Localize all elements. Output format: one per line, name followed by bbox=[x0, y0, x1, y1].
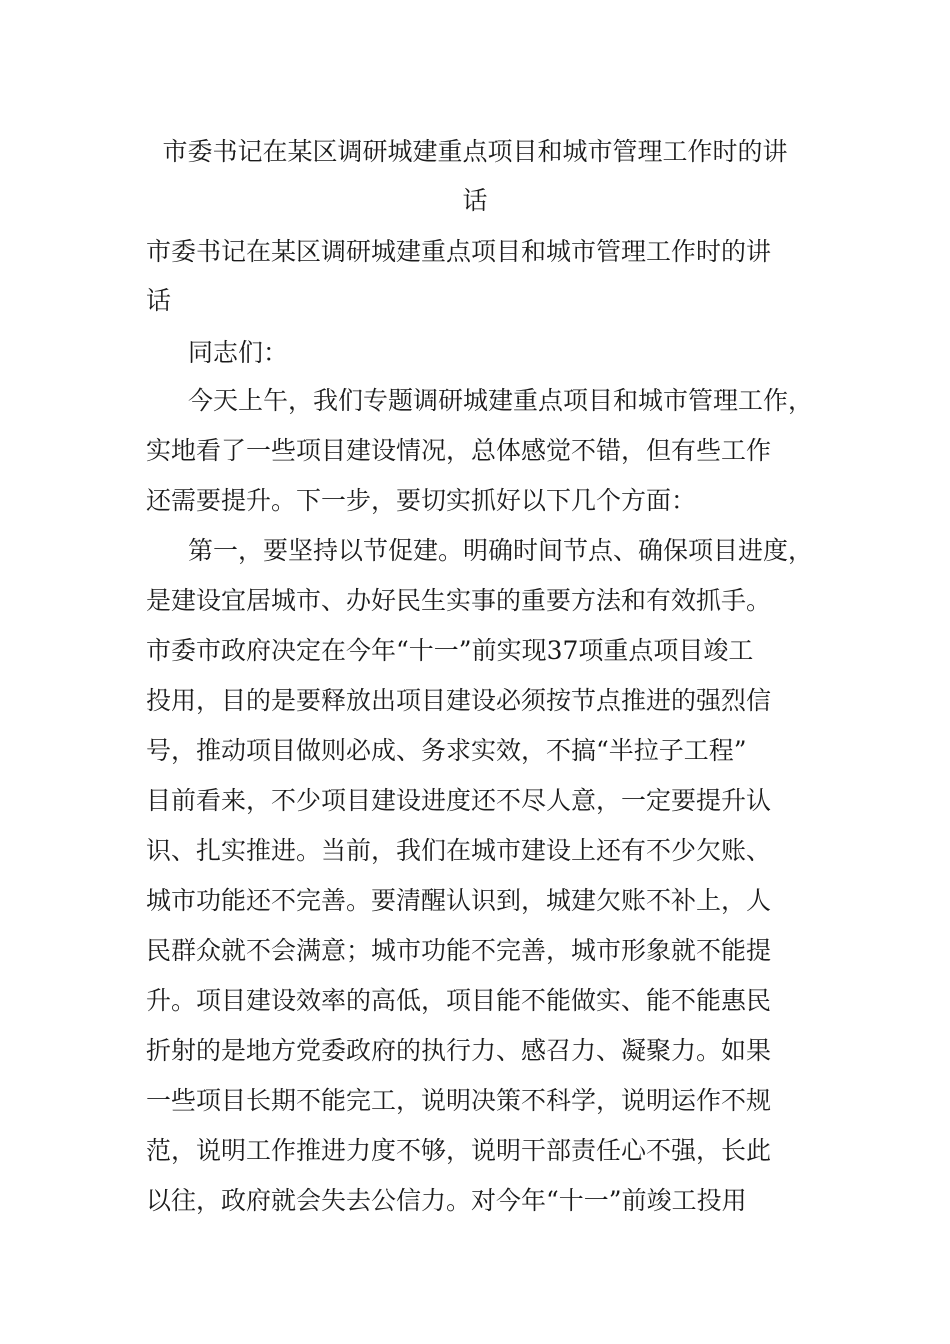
paragraph-2-line-5: 号，推动项目做则必成、务求实效，不搞“半拉子工程” bbox=[146, 736, 747, 765]
paragraph-2-line-14: 以往，政府就会失去公信力。对今年“十一”前竣工投用 bbox=[146, 1186, 747, 1215]
paragraph-2-line-2: 是建设宜居城市、办好民生实事的重要方法和有效抓手。 bbox=[146, 586, 772, 615]
paragraph-2-line-13: 范，说明工作推进力度不够，说明干部责任心不强，长此 bbox=[146, 1136, 772, 1165]
paragraph-2-line-3: 市委市政府决定在今年“十一”前实现37项重点项目竣工 bbox=[146, 636, 754, 665]
paragraph-2-line-11: 折射的是地方党委政府的执行力、感召力、凝聚力。如果 bbox=[146, 1036, 772, 1065]
salutation: 同志们： bbox=[188, 338, 289, 367]
paragraph-2-line-9: 民群众就不会满意；城市功能不完善，城市形象就不能提 bbox=[146, 936, 772, 965]
paragraph-2-line-4: 投用，目的是要释放出项目建设必须按节点推进的强烈信 bbox=[146, 686, 772, 715]
body-heading-line-2: 话 bbox=[146, 286, 172, 315]
paragraph-1-line-2: 实地看了一些项目建设情况，总体感觉不错，但有些工作 bbox=[146, 436, 772, 465]
paragraph-2-line-12: 一些项目长期不能完工，说明决策不科学，说明运作不规 bbox=[146, 1086, 772, 1115]
paragraph-2-line-1: 第一，要坚持以节促建。明确时间节点、确保项目进度， bbox=[188, 536, 814, 565]
paragraph-2-line-6: 目前看来，不少项目建设进度还不尽人意，一定要提升认 bbox=[146, 786, 772, 815]
document-title-line-2: 话 bbox=[462, 186, 488, 215]
paragraph-1-line-3: 还需要提升。下一步，要切实抓好以下几个方面： bbox=[146, 486, 697, 515]
paragraph-2-line-7: 识、扎实推进。当前，我们在城市建设上还有不少欠账、 bbox=[146, 836, 772, 865]
body-heading-line-1: 市委书记在某区调研城建重点项目和城市管理工作时的讲 bbox=[146, 237, 772, 266]
paragraph-1-line-1: 今天上午，我们专题调研城建重点项目和城市管理工作， bbox=[188, 386, 814, 415]
paragraph-2-line-8: 城市功能还不完善。要清醒认识到，城建欠账不补上，人 bbox=[146, 886, 772, 915]
document-title-line-1: 市委书记在某区调研城建重点项目和城市管理工作时的讲 bbox=[162, 137, 788, 166]
paragraph-2-line-10: 升。项目建设效率的高低，项目能不能做实、能不能惠民 bbox=[146, 986, 772, 1015]
